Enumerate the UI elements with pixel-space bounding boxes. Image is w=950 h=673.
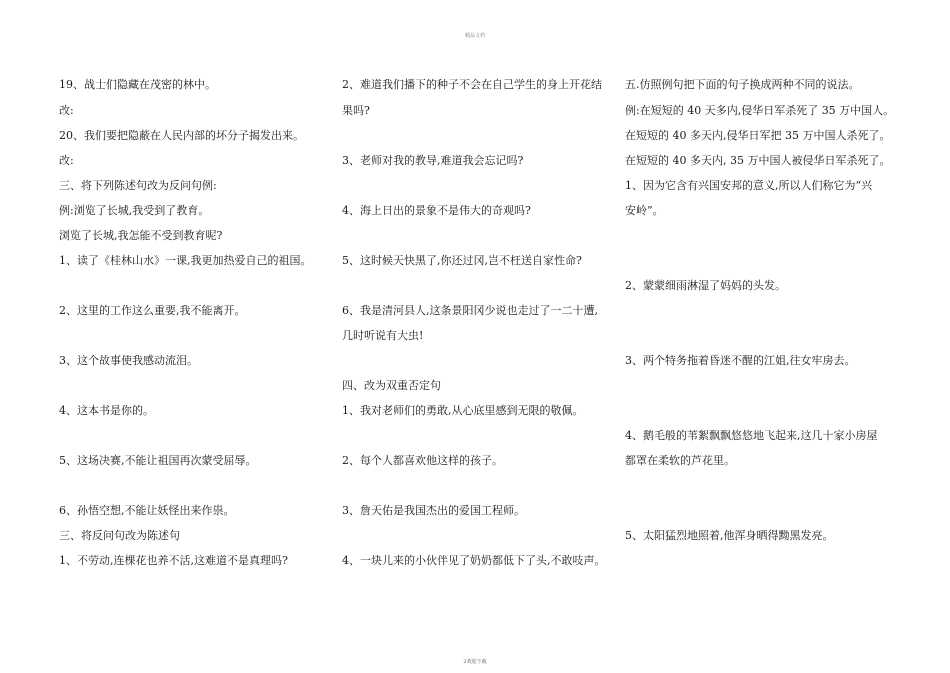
text-line: 1、不劳动,连棵花也养不活,这难道不是真理吗?: [59, 554, 288, 567]
text-line: 3、两个特务拖着昏迷不醒的江姐,往女牢房去。: [625, 354, 856, 367]
text-line: 5、太阳猛烈地照着,他浑身晒得黝黑发亮。: [625, 529, 834, 542]
section-heading: 四、改为双重否定句: [342, 379, 441, 392]
text-line: 2、这里的工作这么重要,我不能离开。: [59, 304, 246, 317]
text-line: 3、老师对我的教导,难道我会忘记吗?: [342, 154, 524, 167]
text-line: 在短短的 40 多天内, 35 万中国人被侵华日军杀死了。: [625, 154, 891, 167]
section-heading: 五.仿照例句把下面的句子换成两种不同的说法。: [625, 78, 860, 91]
text-line: 3、詹天佑是我国杰出的爱国工程师。: [342, 504, 525, 517]
page-footer: 2欢迎下载: [463, 659, 487, 665]
text-line: 6、孙悟空想,不能让妖怪出来作祟。: [59, 504, 235, 517]
text-line: 改:: [59, 154, 74, 167]
text-line: 2、难道我们播下的种子不会在自己学生的身上开花结: [342, 78, 602, 91]
text-line: 几时听说有大虫!: [342, 329, 424, 342]
text-line: 4、这本书是你的。: [59, 404, 154, 417]
text-line: 1、因为它含有兴国安邦的意义,所以人们称它为“兴: [625, 179, 873, 192]
text-line: 在短短的 40 多天内,侵华日军把 35 万中国人杀死了。: [625, 129, 891, 142]
text-line: 4、海上日出的景象不是伟大的奇观吗?: [342, 204, 531, 217]
text-line: 例:在短短的 40 天多内,侵华日军杀死了 35 万中国人。: [625, 104, 895, 117]
text-line: 3、这个故事使我感动流泪。: [59, 354, 198, 367]
text-line: 安岭”。: [625, 204, 664, 217]
text-line: 改:: [59, 104, 74, 117]
text-line: 5、这时候天快黑了,你还过冈,岂不枉送自家性命?: [342, 254, 582, 267]
text-line: 2、蒙蒙细雨淋湿了妈妈的头发。: [625, 279, 786, 292]
text-line: 1、读了《桂林山水》一课,我更加热爱自己的祖国。: [59, 254, 312, 267]
text-line: 4、鹅毛般的苇絮飘飘悠悠地飞起来,这几十家小房屋: [625, 429, 878, 442]
text-line: 1、我对老师们的勇敢,从心底里感到无限的敬佩。: [342, 404, 584, 417]
text-line: 果吗?: [342, 104, 370, 117]
text-line: 2、每个人都喜欢他这样的孩子。: [342, 454, 503, 467]
text-line: 20、我们要把隐蔽在人民内部的坏分子揭发出来。: [59, 129, 304, 142]
text-line: 4、一块儿来的小伙伴见了奶奶都低下了头,不敢吱声。: [342, 554, 606, 567]
text-line: 都罩在柔软的芦花里。: [625, 454, 735, 467]
text-line: 6、我是清河县人,这条景阳冈少说也走过了一二十遭,: [342, 304, 598, 317]
text-line: 例:浏览了长城,我受到了教育。: [59, 204, 210, 217]
page-header: 精品文档: [464, 33, 485, 39]
section-heading: 三、将反问句改为陈述句: [59, 529, 180, 542]
text-line: 5、这场决赛,不能让祖国再次蒙受屈辱。: [59, 454, 257, 467]
text-line: 浏览了长城,我怎能不受到教育呢?: [59, 229, 223, 242]
section-heading: 三、将下列陈述句改为反问句例:: [59, 179, 217, 192]
text-line: 19、战士们隐藏在茂密的林中。: [59, 78, 216, 91]
